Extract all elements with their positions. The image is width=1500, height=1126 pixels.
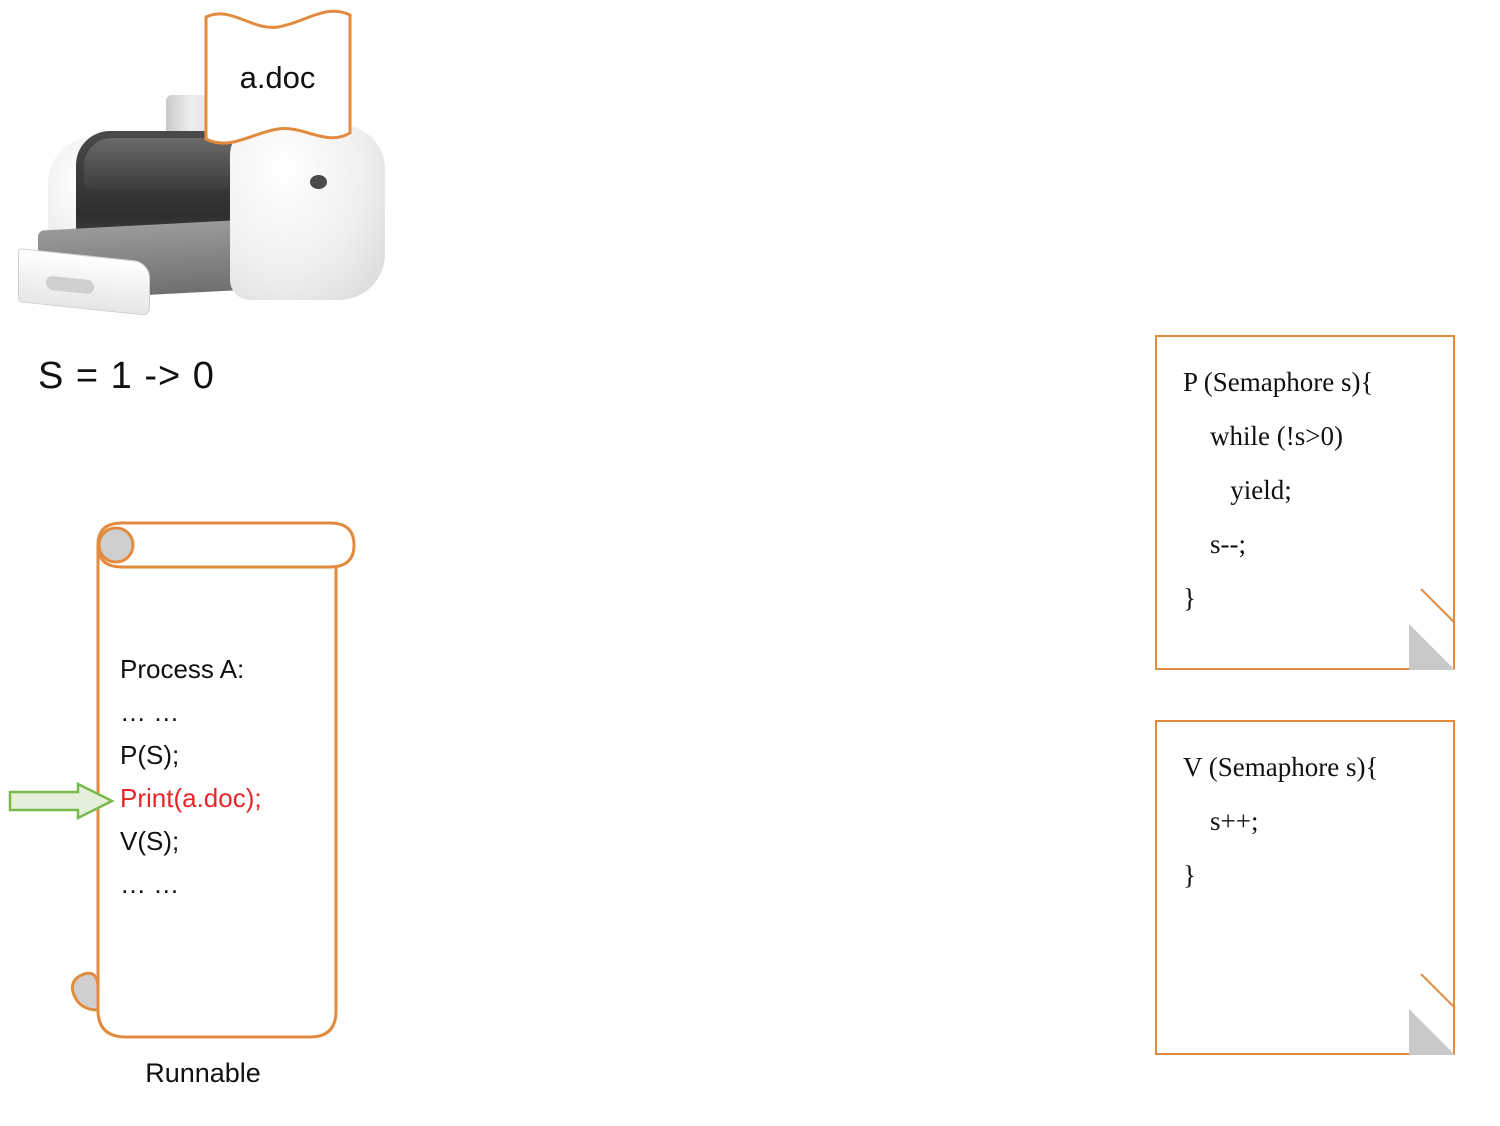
p-note-line: P (Semaphore s){ bbox=[1183, 367, 1374, 397]
printer-button-icon bbox=[310, 175, 327, 189]
process-code-block bbox=[120, 648, 370, 906]
p-operation-note bbox=[1155, 335, 1455, 670]
p-note-line: while (!s>0) bbox=[1183, 421, 1343, 451]
p-note-line: yield; bbox=[1183, 475, 1292, 505]
process-code-line: … … bbox=[120, 697, 180, 727]
printer-right-shell bbox=[230, 125, 385, 300]
semaphore-value-text: S = 1 -> 0 bbox=[38, 355, 215, 397]
note-fold-corner-icon bbox=[1409, 624, 1455, 670]
process-code-line: … … bbox=[120, 869, 180, 899]
green-arrow-icon bbox=[8, 782, 116, 820]
document-page-shape bbox=[200, 5, 355, 150]
process-scroll-shape bbox=[58, 515, 388, 1045]
process-code-line: V(S); bbox=[120, 826, 180, 856]
process-code-line: P(S); bbox=[120, 740, 180, 770]
note-fold-corner-icon bbox=[1409, 1009, 1455, 1055]
note-fold-edge bbox=[1420, 973, 1455, 1008]
process-code-line-highlighted: Print(a.doc); bbox=[120, 783, 262, 813]
process-code-line: Process A: bbox=[120, 654, 245, 684]
p-note-line: } bbox=[1183, 583, 1196, 613]
document-label: a.doc bbox=[239, 60, 316, 95]
v-operation-note bbox=[1155, 720, 1455, 1055]
process-state-caption: Runnable bbox=[145, 1058, 261, 1088]
v-note-line: } bbox=[1183, 860, 1196, 890]
v-note-line: V (Semaphore s){ bbox=[1183, 752, 1379, 782]
p-note-line: s--; bbox=[1183, 529, 1246, 559]
v-note-line: s++; bbox=[1183, 806, 1259, 836]
